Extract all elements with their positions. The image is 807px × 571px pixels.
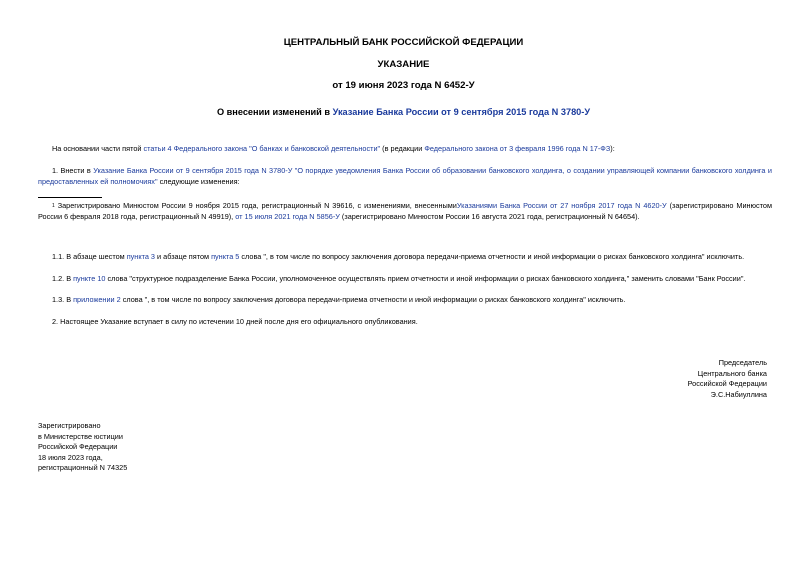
subject-prefix: О внесении изменений в [216, 107, 333, 117]
directive-3780-link[interactable]: Указание Банка России от 9 сентября 2015 года N 3780-У "О порядке уведомления Банка России об образовании банковского холдинга, о создании управляющей компании банковского холдинга и предоставленных ей полномочиях" [38, 166, 772, 186]
subject-link[interactable]: Указание Банка России от 9 сентября 2015 года N 3780-У [332, 107, 591, 117]
item-1-1-text-1: 1.1. В абзаце шестом [52, 252, 127, 261]
doc-subject [0, 107, 807, 117]
item-2-text: 2. Настоящее Указание вступает в силу по истечении 10 дней после дня его официального опубликования. [52, 317, 418, 326]
item-2-paragraph [38, 317, 772, 328]
preamble-paragraph [38, 144, 768, 155]
footnote-paragraph [38, 201, 772, 222]
registration-line-2: в Министерстве юстиции [38, 431, 123, 441]
directive-4620-link[interactable]: Указаниями Банка России от 27 ноября 2017 года N 4620-У [456, 201, 667, 210]
doc-type-title: УКАЗАНИЕ [377, 59, 430, 70]
law-article-link[interactable]: статьи 4 Федерального закона "О банках и банковской деятельности" [143, 144, 381, 153]
registration-line-3: Российской Федерации [38, 442, 118, 452]
item-1-1-text-2: и абзаце пятом [155, 252, 212, 261]
preamble-text-2: (в редакции [380, 144, 425, 153]
footnote-text-1: Зарегистрировано Минюстом России 9 ноября 2015 года, регистрационный N 39616, с изменениями, внесенными [54, 201, 457, 210]
footnote-divider [38, 197, 102, 198]
item-1-3-paragraph [38, 295, 772, 306]
signature-line-3: Российской Федерации [687, 379, 767, 389]
item-1-2-text-2: слова "структурное подразделение Банка России, уполномоченное осуществлять прием отчетности и иной информации о рисках банковского холдинга," заменить словами "Банк России". [105, 274, 746, 283]
signature-block [688, 358, 767, 400]
item-1-2-text-1: 1.2. В [52, 274, 74, 283]
item-1-3-text-2: слова ", в том числе по вопросу заключения договора передачи-приема отчетности и иной информации о рисках банковского холдинга" исключить. [120, 295, 626, 304]
signature-line-2: Центрального банка [697, 368, 767, 378]
clause-5-link[interactable]: пункта 5 [211, 252, 240, 261]
item-1-text-2: следующие изменения: [157, 176, 240, 186]
item-1-text-1: 1. Внести в [52, 166, 94, 175]
signature-line-1: Председатель [718, 358, 767, 367]
footnote-text-3: (зарегистрировано Минюстом России 16 августа 2021 года, регистрационный N 64654). [339, 211, 640, 221]
item-1-3-text-1: 1.3. В [52, 295, 74, 304]
appendix-2-link[interactable]: приложении 2 [73, 295, 121, 304]
doc-date-line: от 19 июня 2023 года N 6452-У [332, 80, 475, 91]
registration-block [38, 421, 127, 474]
item-1-1-paragraph [38, 252, 772, 263]
item-1-2-paragraph [38, 274, 772, 285]
signature-line-4: Э.С.Набиуллина [710, 389, 767, 399]
preamble-text-1: На основании части пятой [52, 144, 144, 153]
clause-3-link[interactable]: пункта 3 [126, 252, 155, 261]
org-title: ЦЕНТРАЛЬНЫЙ БАНК РОССИЙСКОЙ ФЕДЕРАЦИИ [283, 37, 524, 48]
item-1-paragraph [38, 166, 772, 187]
registration-line-4: 18 июля 2023 года, [38, 452, 103, 462]
preamble-text-3: ): [610, 144, 615, 153]
footnote-marker: 1 [52, 203, 55, 209]
directive-5856-link[interactable]: от 15 июля 2021 года N 5856-У [235, 211, 340, 221]
item-1-1-text-3: слова ", в том числе по вопросу заключения договора передачи-приема отчетности и иной информации о рисках банковского холдинга" исключить. [239, 252, 745, 261]
federal-law-link[interactable]: Федерального закона от 3 февраля 1996 года N 17-ФЗ [424, 144, 611, 153]
registration-line-1: Зарегистрировано [38, 421, 101, 430]
registration-line-5: регистрационный N 74325 [38, 463, 128, 473]
clause-10-link[interactable]: пункте 10 [73, 274, 106, 283]
footnote-text-2: (зарегистрировано Минюстом России 6 февраля 2018 года, регистрационный N 49919), [38, 201, 773, 221]
